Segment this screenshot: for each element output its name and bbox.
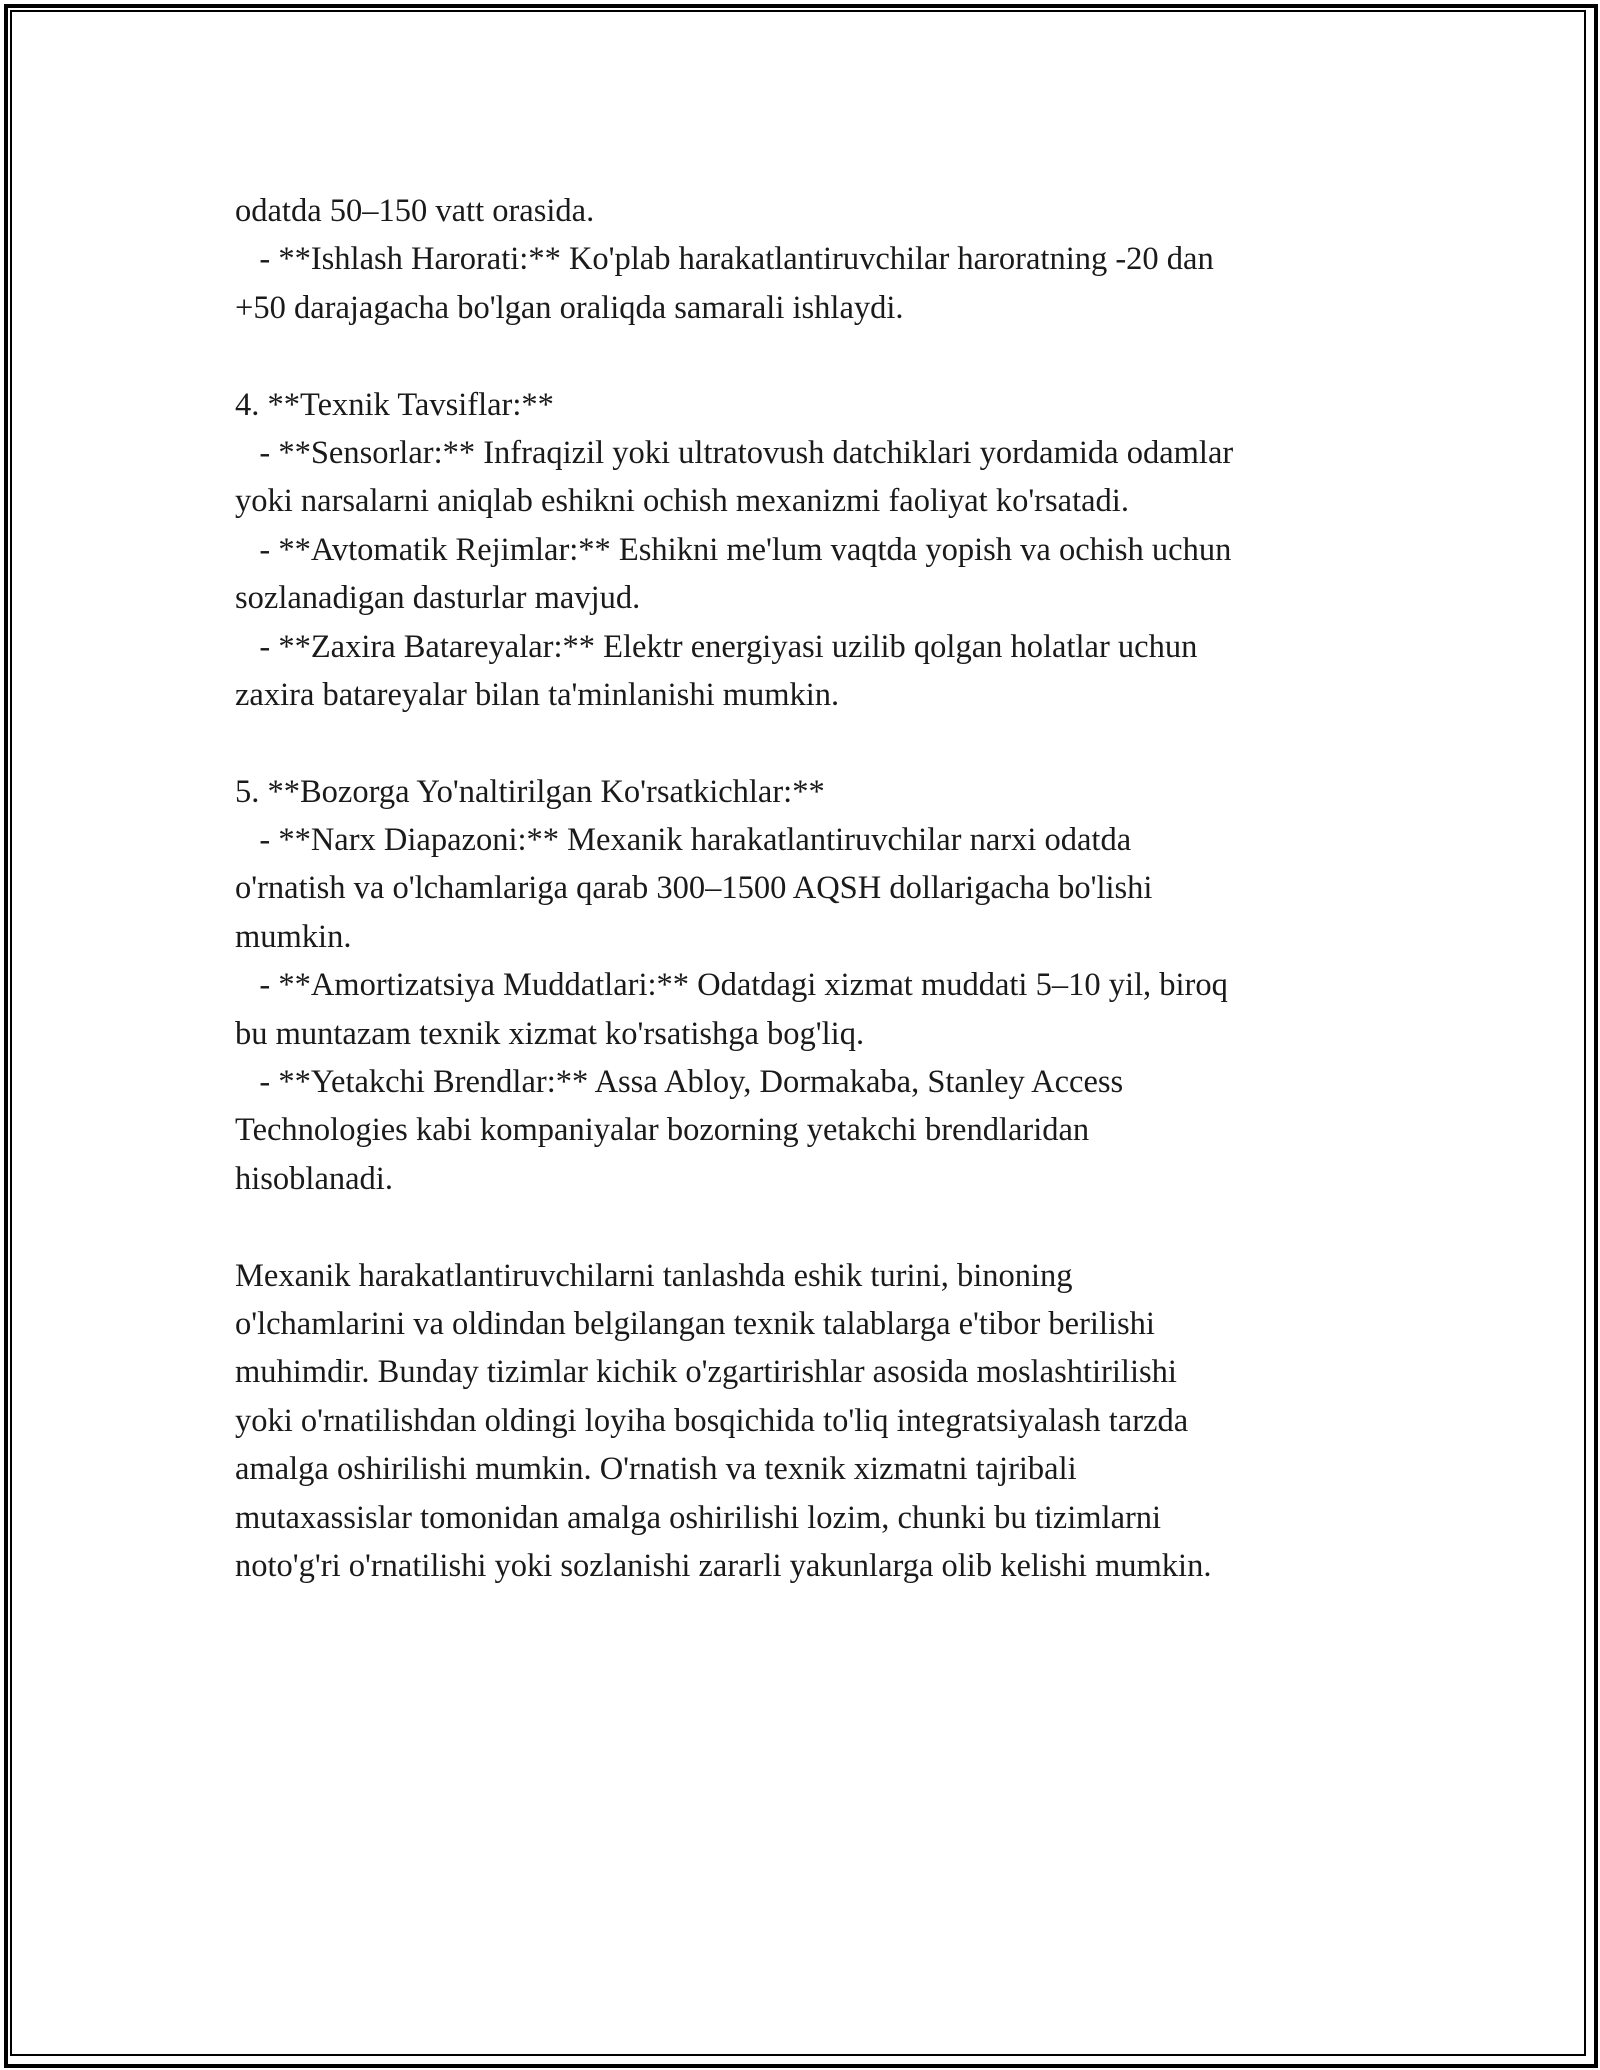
text-line: yoki narsalarni aniqlab eshikni ochish mexanizmi faoliyat ko'rsatadi. [235,483,1129,520]
text-line: yoki o'rnatilishdan oldingi loyiha bosqichida to'liq integratsiyalash tarzda [235,1402,1189,1439]
section-heading: 4. **Texnik Tavsiflar:** [235,386,554,423]
blank-line [235,1203,1385,1251]
text-line: mutaxassislar tomonidan amalga oshirilishi lozim, chunki bu tizimlarni [235,1499,1162,1536]
text-line: +50 darajagacha bo'lgan oraliqda samarali ishlaydi. [235,289,904,326]
blank-line [235,332,1385,380]
text-line: - **Amortizatsiya Muddatlari:** Odatdagi xizmat muddati 5–10 yil, biroq [235,967,1228,1004]
text-line: hisoblanadi. [235,1160,393,1197]
text-line: o'lchamlarini va oldindan belgilangan texnik talablarga e'tibor berilishi [235,1305,1155,1342]
text-line: odatda 50–150 vatt orasida. [235,193,595,229]
text-line: - **Ishlash Harorati:** Ko'plab harakatlantiruvchilar haroratning -20 dan [235,241,1214,278]
text-line: muhimdir. Bunday tizimlar kichik o'zgartirishlar asosida moslashtirilishi [235,1354,1177,1391]
text-line: - **Zaxira Batareyalar:** Elektr energiyasi uzilib qolgan holatlar uchun [235,628,1198,665]
text-line: mumkin. [235,918,352,955]
text-line: sozlanadigan dasturlar mavjud. [235,580,641,617]
text-line: - **Avtomatik Rejimlar:** Eshikni me'lum vaqtda yopish va ochish uchun [235,531,1232,568]
text-line: - **Yetakchi Brendlar:** Assa Abloy, Dormakaba, Stanley Access [235,1064,1124,1101]
text-line: - **Narx Diapazoni:** Mexanik harakatlantiruvchilar narxi odatda [235,822,1132,859]
text-line: - **Sensorlar:** Infraqizil yoki ultratovush datchiklari yordamida odamlar [235,434,1234,471]
blank-line [235,719,1385,767]
text-line: Mexanik harakatlantiruvchilarni tanlashda eshik turini, binoning [235,1257,1073,1294]
text-line: bu muntazam texnik xizmat ko'rsatishga bog'liq. [235,1015,865,1052]
document-body [235,187,1385,1590]
text-line: Technologies kabi kompaniyalar bozorning yetakchi brendlaridan [235,1112,1090,1149]
text-line: zaxira batareyalar bilan ta'minlanishi mumkin. [235,676,840,713]
section-heading: 5. **Bozorga Yo'naltirilgan Ko'rsatkichlar:** [235,773,825,810]
text-line: amalga oshirilishi mumkin. O'rnatish va texnik xizmatni tajribali [235,1451,1077,1488]
text-line: noto'g'ri o'rnatilishi yoki sozlanishi zararli yakunlarga olib kelishi mumkin. [235,1547,1212,1584]
text-line: o'rnatish va o'lchamlariga qarab 300–1500 AQSH dollarigacha bo'lishi [235,870,1153,907]
